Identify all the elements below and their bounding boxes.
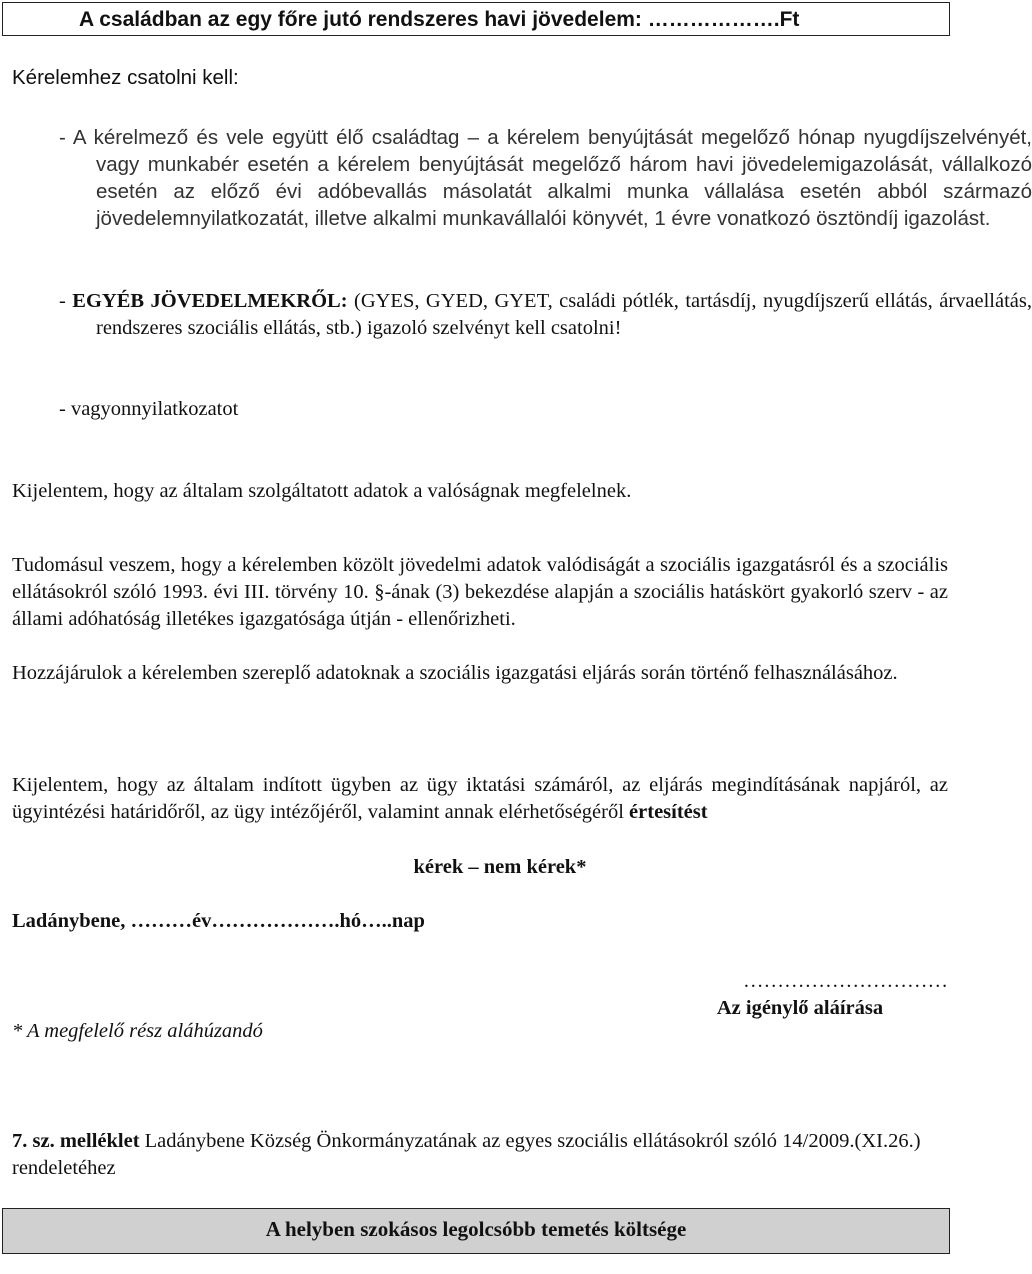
attachment-item-payslips: - A kérelmező és vele együtt élő családtag – a kérelem benyújtását megelőző hónap nyugdíjszelvényét, vagy munkabér esetén a kérelem benyújtását megelőző három havi jövedelemigazolását, vállalkozó esetén az előző évi adóbevallás másolatát alkalmi munka vállalása esetén abból származó jövedelemnyilatkozatát, illetve alkalmi munkavállalói könyvét, 1 évre vonatkozó ösztöndíj igazolást. (59, 126, 1032, 230)
signature-block (652, 968, 948, 1022)
place-date-text: Ladánybene, ………év……………….hó…..nap (12, 910, 425, 932)
attachment-item-assets: - vagyonnyilatkozatot (59, 398, 239, 420)
place-date-line (12, 908, 948, 935)
signature-dots: ………………………… (743, 970, 948, 992)
acknowledgement-paragraph: Tudomásul veszem, hogy a kérelemben közölt jövedelmi adatok valódiságát a szociális igazgatásról és a szociális ellátásokról szóló 1993. évi III. törvény 10. §-ának (3) bekezdése alapján a szociális hatáskört gyakorló szerv - az állami adóhatóság illetékes igazgatósága útján - ellenőrizheti. (12, 554, 948, 630)
notification-text: Kijelentem, hogy az általam indított ügyben az ügy iktatási számáról, az eljárás megindításának napjáról, az ügyintézési határidőről, az ügy intézőjéről, valamint annak elérhetőségéről (12, 774, 948, 823)
attachment-item-other-income (12, 288, 1032, 342)
consent-paragraph: Hozzájárulok a kérelemben szereplő adatoknak a szociális igazgatási eljárás során történő felhasználásához. (12, 662, 898, 684)
annex-number: 7. sz. melléklet (12, 1130, 140, 1152)
other-income-text: (GYES, GYED, GYET, családi pótlék, tartásdíj, nyugdíjszerű ellátás, árvaellátás, rendszeres szociális ellátás, stb.) igazoló szelvényt kell csatolni! (96, 290, 1032, 339)
funeral-cost-title: A helyben szokásos legolcsóbb temetés költsége (265, 1217, 687, 1241)
income-header-text: A családban az egy főre jutó rendszeres havi jövedelem: ……………….Ft (79, 8, 800, 31)
choice-line (12, 854, 968, 881)
income-header-box (2, 2, 950, 36)
footnote: * A megfelelő rész aláhúzandó (12, 1020, 263, 1042)
notification-paragraph (12, 772, 948, 826)
attach-heading: Kérelemhez csatolni kell: (12, 66, 239, 89)
annex-text: Ladánybene Község Önkormányzatának az egyes szociális ellátásokról szóló 14/2009.(XI.26.) rendeletéhez (12, 1130, 921, 1179)
signature-label: Az igénylő aláírása (716, 997, 884, 1019)
item2-prefix: - (59, 290, 73, 312)
declaration-truthfulness: Kijelentem, hogy az általam szolgáltatott adatok a valóságnak megfelelnek. (12, 480, 632, 502)
funeral-cost-box (2, 1208, 950, 1254)
other-income-heading: EGYÉB JÖVEDELMEKRŐL: (72, 290, 348, 312)
choice-text: kérek – nem kérek* (413, 856, 587, 878)
annex-reference (12, 1128, 948, 1182)
notification-bold: értesítést (629, 801, 708, 823)
